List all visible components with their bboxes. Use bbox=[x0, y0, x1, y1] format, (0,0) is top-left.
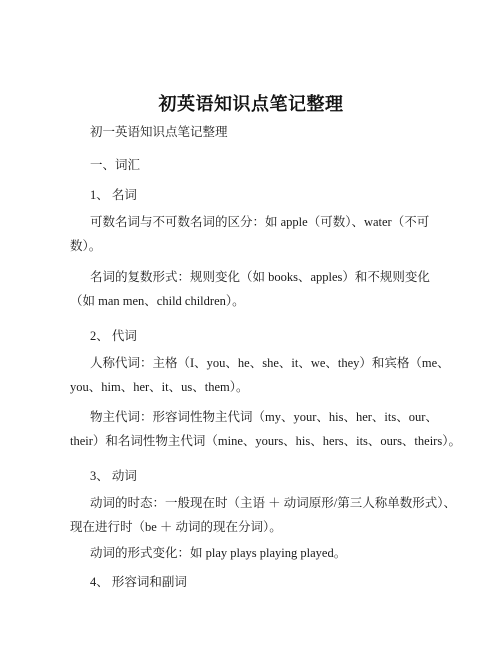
paragraph-line: you、him、her、it、us、them）。 bbox=[70, 380, 249, 394]
paragraph-plural-nouns bbox=[70, 265, 440, 313]
subheading-verbs: 3、 动词 bbox=[90, 469, 137, 483]
subheading-pronouns: 2、 代词 bbox=[90, 329, 137, 343]
paragraph-countable-nouns bbox=[70, 210, 440, 258]
document-title: 初英语知识点笔记整理 bbox=[158, 94, 344, 114]
paragraph-personal-pronouns bbox=[70, 351, 450, 399]
paragraph-possessive-pronouns bbox=[70, 405, 461, 453]
document-subtitle: 初一英语知识点笔记整理 bbox=[90, 125, 228, 139]
section-heading-vocabulary: 一、词汇 bbox=[90, 158, 141, 172]
paragraph-line: （如 man men、child children）。 bbox=[70, 294, 245, 308]
paragraph-line: 可数名词与不可数名词的区分：如 apple（可数）、water（不可 bbox=[90, 215, 430, 229]
paragraph-line: their）和名词性物主代词（mine、yours、his、hers、its、ours、theirs）。 bbox=[70, 434, 461, 448]
subheading-nouns: 1、 名词 bbox=[90, 188, 137, 202]
paragraph-line: 人称代词：主格（I、you、he、she、it、we、they）和宾格（me、 bbox=[90, 356, 450, 370]
paragraph-line: 名词的复数形式：规则变化（如 books、apples）和不规则变化 bbox=[90, 270, 430, 284]
paragraph-line: 动词的时态：一般现在时（主语 ＋ 动词原形/第三人称单数形式）、 bbox=[90, 496, 456, 510]
paragraph-verb-forms: 动词的形式变化：如 play plays playing played。 bbox=[90, 546, 347, 560]
paragraph-line: 物主代词：形容词性物主代词（my、your、his、her、its、our、 bbox=[90, 410, 438, 424]
paragraph-line: 数）。 bbox=[70, 239, 102, 253]
paragraph-line: 现在进行时（be ＋ 动词的现在分词）。 bbox=[70, 520, 282, 534]
subheading-adjectives-adverbs: 4、 形容词和副词 bbox=[90, 575, 187, 589]
paragraph-verb-tenses bbox=[70, 491, 456, 539]
